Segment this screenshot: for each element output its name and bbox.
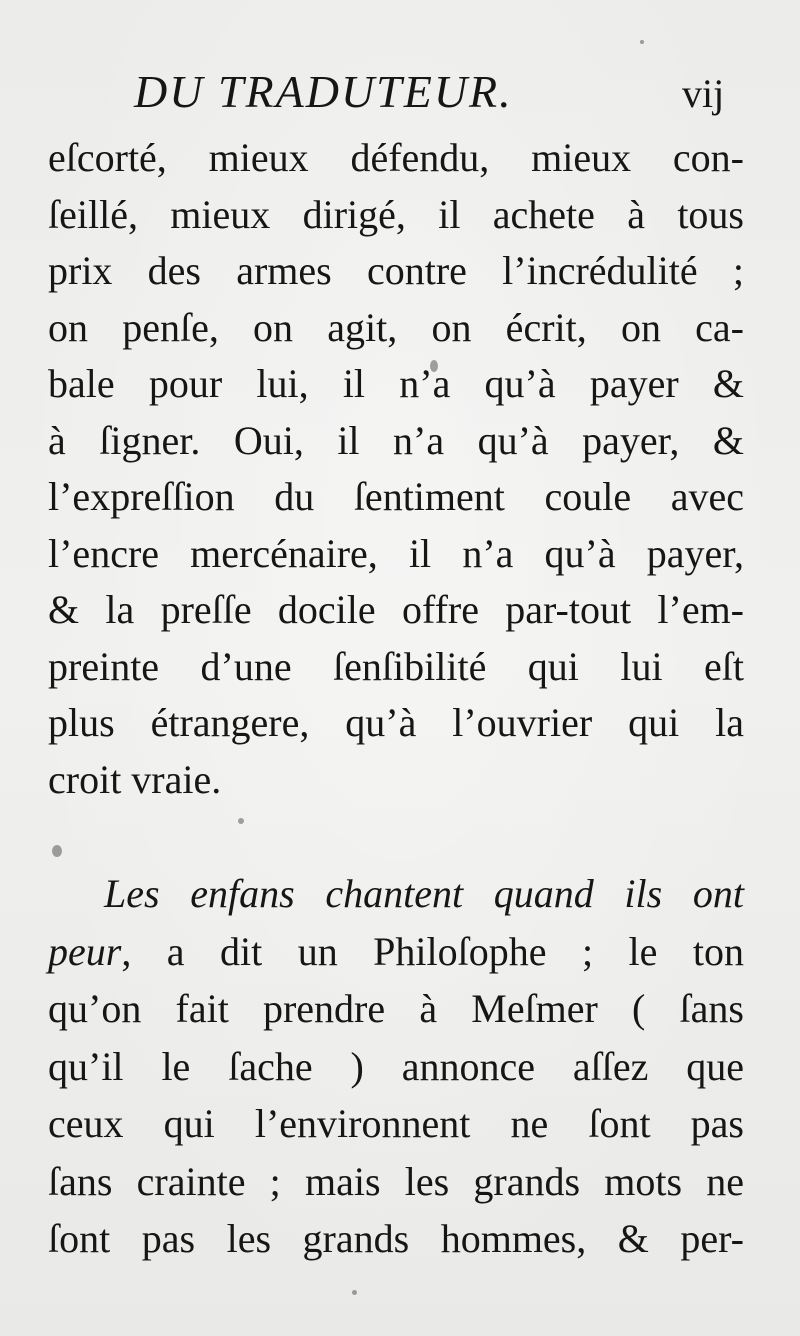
text-run: , a dit un Philoſophe ; le ton	[121, 928, 744, 974]
running-title: DU TRADUTEUR.	[134, 66, 513, 117]
text-line: ſans crainte ; mais les grands mots ne	[48, 1158, 744, 1204]
italic-word: peur	[48, 928, 122, 974]
running-head	[0, 62, 800, 122]
text-line: qu’on fait prendre à Meſmer ( ſans	[48, 986, 744, 1031]
page-number: vij	[682, 71, 725, 116]
ink-speck	[640, 40, 644, 44]
text-line: on penſe, on agit, on écrit, on ca-	[48, 304, 744, 350]
text-line: ceux qui l’environnent ne ſont pas	[48, 1101, 744, 1146]
paragraph-1	[48, 130, 744, 808]
text-line: plus étrangere, qu’à l’ouvrier qui la	[48, 700, 744, 745]
text-line: à ſigner. Oui, il n’a qu’à payer, &	[48, 417, 744, 463]
text-line	[48, 923, 744, 981]
text-line: prix des armes contre l’incrédulité ;	[48, 248, 744, 293]
text-line: croit vraie.	[48, 756, 222, 802]
text-line: ſeillé, mieux dirigé, il achete à tous	[48, 191, 744, 237]
text-line: l’expreſſion du ſentiment coule avec	[48, 474, 744, 519]
text-line: eſcorté, mieux défendu, mieux con-	[48, 135, 744, 180]
text-line: preinte d’une ſenſibilité qui lui eſt	[48, 643, 744, 689]
text-line: & la preſſe docile offre par-tout l’em-	[48, 587, 744, 632]
text-line: qu’il le ſache ) annonce aſſez que	[48, 1043, 744, 1089]
text-line-italic: Les enfans chantent quand ils ont	[104, 871, 744, 916]
text-line: bale pour lui, il n’a qu’à payer &	[48, 361, 744, 406]
text-line: ſont pas les grands hommes, & per-	[48, 1216, 744, 1261]
ink-speck	[52, 845, 62, 857]
ink-speck	[238, 818, 244, 824]
ink-speck	[352, 1290, 357, 1295]
text-line: l’encre mercénaire, il n’a qu’à payer,	[48, 530, 744, 576]
ink-speck	[430, 360, 438, 372]
paragraph-2	[48, 865, 744, 1268]
